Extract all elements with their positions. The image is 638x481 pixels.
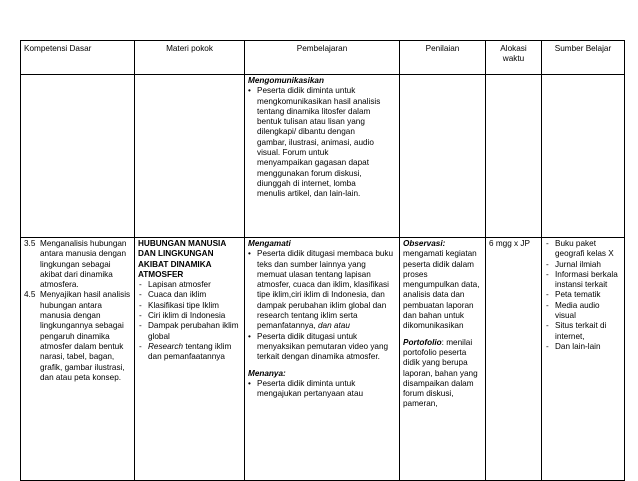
materi-item: - Lapisan atmosfer bbox=[138, 280, 241, 290]
sumber-item: - Situs terkait di internet, bbox=[545, 321, 621, 342]
kd-text: Menyajikan hasil analisis hubungan antara manusia dengan lingkungannya sebagai pengaruh dinamika atmosfer dalam bentuk narasi, tabel, bagan, grafik, gambar ilustrasi, dan atau peta konsep. bbox=[40, 290, 131, 382]
research-rest: tentang iklim dan pemanfaatannya bbox=[148, 341, 232, 362]
kd-number: 3.5 bbox=[24, 239, 36, 248]
materi-title: HUBUNGAN MANUSIA DAN LINGKUNGAN AKIBAT DINAMIKA ATMOSFER bbox=[138, 239, 226, 279]
rpp-table bbox=[20, 40, 625, 481]
row1-pembelajaran-cell bbox=[245, 75, 400, 238]
header-pembelajaran: Pembelajaran bbox=[245, 41, 400, 75]
research-word: Research bbox=[148, 341, 184, 351]
row1-alokasi-cell bbox=[486, 75, 542, 238]
row2-alokasi-cell bbox=[486, 238, 542, 481]
header-materi-pokok: Materi pokok bbox=[135, 41, 245, 75]
portofolio-heading: Portofolio bbox=[403, 337, 442, 347]
materi-item bbox=[138, 342, 241, 363]
kd-item bbox=[24, 290, 131, 383]
header-alokasi-waktu: Alokasi waktu bbox=[486, 41, 542, 75]
table-row bbox=[21, 238, 625, 481]
row1-sumber-cell bbox=[542, 75, 625, 238]
kd-text: Menganalisis hubungan antara manusia dengan lingkungan sebagai akibat dari dinamika atmosfera. bbox=[40, 239, 127, 290]
materi-item: - Ciri iklim di Indonesia bbox=[138, 311, 241, 321]
row2-kd-cell bbox=[21, 238, 135, 481]
mengamati-heading: Mengamati bbox=[248, 239, 291, 248]
sumber-item: - Informasi berkala instansi terkait bbox=[545, 270, 621, 291]
mengamati-bullet-text: Peserta didik ditugasi membaca buku teks dan sumber lainnya yang memuat ulasan tentang lapisan atmosfer, cuaca dan iklim, klasifikasi tipe iklim,ciri iklim di Indonesia, dan dampak perubahan iklim global dan research tentang iklim serta pemanfatannya, bbox=[257, 249, 394, 331]
portofolio-desc: : menilai portofolio peserta didik yang berupa laporan, bahan yang disampaikan dalam forum diskusi, pameran, bbox=[403, 337, 478, 409]
table-row bbox=[21, 75, 625, 238]
menanya-bullet: • Peserta didik diminta untuk mengajukan pertanyaan atau bbox=[248, 379, 396, 400]
menanya-heading: Menanya: bbox=[248, 368, 286, 378]
row2-materi-cell bbox=[135, 238, 245, 481]
materi-item: - Dampak perubahan iklim global bbox=[138, 321, 241, 342]
sumber-item: - Peta tematik bbox=[545, 290, 621, 300]
row1-materi-cell bbox=[135, 75, 245, 238]
row2-penilaian-cell bbox=[400, 238, 486, 481]
mengamati-bullet-italic: dan atau bbox=[318, 321, 350, 331]
header-kompetensi-dasar: Kompetensi Dasar bbox=[21, 41, 135, 75]
materi-item: - Cuaca dan iklim bbox=[138, 290, 241, 300]
row1-kd-cell bbox=[21, 75, 135, 238]
materi-item: - Klasifikasi tipe Iklim bbox=[138, 301, 241, 311]
row2-pembelajaran-cell bbox=[245, 238, 400, 481]
kd-item bbox=[24, 239, 131, 290]
sumber-item: - Jurnal ilmiah bbox=[545, 260, 621, 270]
mengomunikasikan-bullet: • Peserta didik diminta untuk mengkomunikasikan hasil analisis tentang dinamika litosfer dalam bentuk tulisan atau lisan yang dilengkapi/ dibantu dengan gambar, ilustrasi, animasi, audio visual. Forum untuk menyampaikan gagasan dapat menggunakan forum diskusi, diunggah di internet, lomba menulis artikel, dan lain-lain. bbox=[248, 86, 396, 199]
row2-sumber-cell bbox=[542, 238, 625, 481]
observasi-text: mengamati kegiatan peserta didik dalam proses mengumpulkan data, analisis data dan pembuatan laporan dan bahan untuk dikomunikasikan bbox=[403, 249, 480, 331]
mengamati-bullet bbox=[248, 249, 396, 331]
observasi-heading: Observasi: bbox=[403, 239, 446, 248]
portofolio-text bbox=[403, 338, 482, 410]
sumber-item: - Media audio visual bbox=[545, 301, 621, 322]
mengamati-bullet: • Peserta didik ditugasi untuk menyaksikan pemutaran video yang terkait dengan dinamika atmosfer. bbox=[248, 332, 396, 363]
kd-number: 4.5 bbox=[24, 290, 36, 300]
header-sumber-belajar: Sumber Belajar bbox=[542, 41, 625, 75]
table-header-row bbox=[21, 41, 625, 75]
header-penilaian: Penilaian bbox=[400, 41, 486, 75]
sumber-item: - Dan lain-lain bbox=[545, 342, 621, 352]
mengomunikasikan-heading: Mengomunikasikan bbox=[248, 76, 324, 85]
sumber-item: - Buku paket geografi kelas X bbox=[545, 239, 621, 260]
row1-penilaian-cell bbox=[400, 75, 486, 238]
alokasi-value: 6 mgg x JP bbox=[489, 239, 530, 248]
